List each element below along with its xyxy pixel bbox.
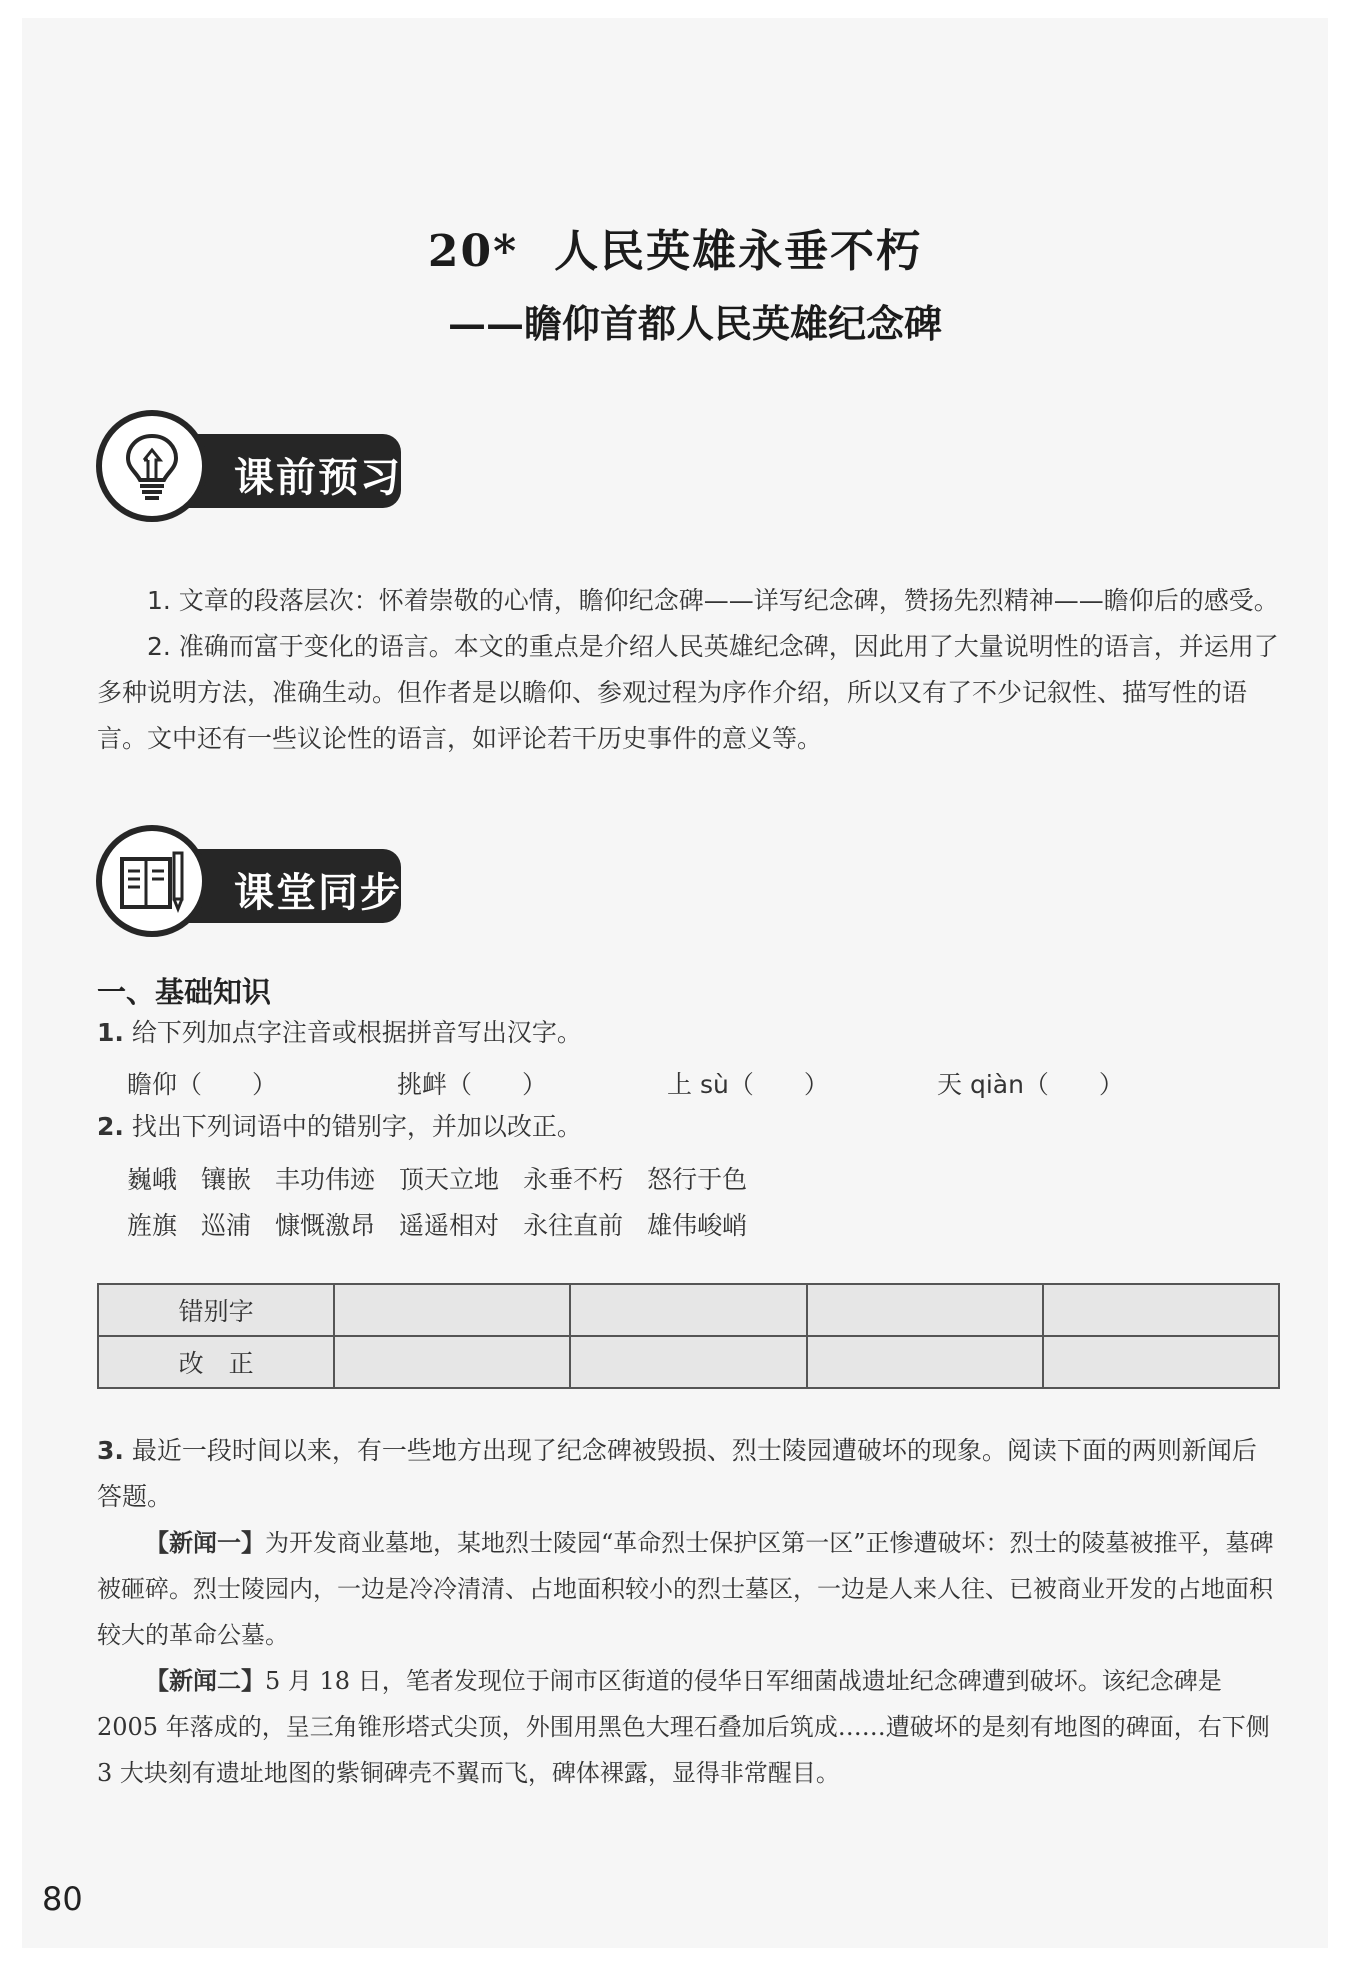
question-1-number: 1. <box>97 1018 124 1047</box>
word: 永往直前 <box>523 1211 624 1240</box>
question-2-text: 找出下列词语中的错别字，并加以改正。 <box>131 1112 582 1141</box>
news-2 <box>97 1658 1280 1796</box>
word: 顶天立地 <box>399 1165 500 1194</box>
question-3 <box>97 1428 1280 1520</box>
answer-cell[interactable] <box>1043 1336 1279 1388</box>
q1-item-1: 瞻仰（ ） <box>127 1070 278 1099</box>
word: 怒行于色 <box>647 1165 748 1194</box>
question-2 <box>97 1104 582 1150</box>
q2-word-row-1 <box>127 1160 771 1196</box>
book-pencil-icon <box>118 845 188 917</box>
word: 慷慨激昂 <box>275 1211 376 1240</box>
word: 雄伟峻峭 <box>647 1211 748 1240</box>
news-1-tag: 【新闻一】 <box>145 1529 265 1557</box>
word: 丰功伟迹 <box>275 1165 376 1194</box>
news-2-text: 5 月 18 日，笔者发现位于闹市区街道的侵华日军细菌战遗址纪念碑遭到破坏。该纪念碑是 2005 年落成的，呈三角锥形塔式尖顶，外围用黑色大理石叠加后筑成……遭破坏的是刻有地图的碑面，右下侧 3 大块刻有遗址地图的紫铜碑壳不翼而飞，碑体裸露，显得非常醒目。 <box>97 1667 1270 1787</box>
preview-badge <box>96 410 416 534</box>
preview-badge-circle <box>96 410 208 522</box>
news-2-tag: 【新闻二】 <box>145 1667 265 1695</box>
classroom-badge-label: 课堂同步 <box>234 870 402 916</box>
lesson-title-main <box>0 215 1350 279</box>
preview-paragraph-2: 2. 准确而富于变化的语言。本文的重点是介绍人民英雄纪念碑，因此用了大量说明性的语言，并运用了多种说明方法，准确生动。但作者是以瞻仰、参观过程为序作介绍，所以又有了不少记叙性、描写性的语言。文中还有一些议论性的语言，如评论若干历史事件的意义等。 <box>97 632 1279 753</box>
word: 旌旗 <box>127 1211 178 1240</box>
word: 巡浦 <box>201 1211 252 1240</box>
question-3-number: 3. <box>97 1436 124 1465</box>
table-row <box>98 1284 1279 1336</box>
question-1 <box>97 1010 582 1056</box>
q2-word-row-2 <box>127 1206 771 1242</box>
lesson-title <box>0 215 1350 348</box>
lesson-subtitle: ——瞻仰首都人民英雄纪念碑 <box>447 301 942 346</box>
page-number: 80 <box>42 1880 83 1918</box>
lesson-title-text: 人民英雄永垂不朽 <box>554 226 923 277</box>
preview-badge-bar <box>176 434 401 508</box>
classroom-badge-circle <box>96 825 208 937</box>
correction-label: 改 正 <box>98 1336 334 1388</box>
preview-paragraph-1: 1. 文章的段落层次：怀着崇敬的心情，瞻仰纪念碑——详写纪念碑，赞扬先烈精神——瞻仰后的感受。 <box>147 586 1279 615</box>
word: 镶嵌 <box>201 1165 252 1194</box>
answer-cell[interactable] <box>570 1336 806 1388</box>
question-3-text: 最近一段时间以来，有一些地方出现了纪念碑被毁损、烈士陵园遭破坏的现象。阅读下面的两则新闻后答题。 <box>97 1436 1257 1511</box>
answer-cell[interactable] <box>807 1284 1043 1336</box>
question-2-number: 2. <box>97 1112 124 1141</box>
word: 遥遥相对 <box>399 1211 500 1240</box>
answer-cell[interactable] <box>570 1284 806 1336</box>
q1-item-2: 挑衅（ ） <box>397 1070 548 1099</box>
lightbulb-icon <box>118 430 186 502</box>
q1-item-3: 上 sù（ ） <box>667 1070 829 1099</box>
answer-cell[interactable] <box>807 1336 1043 1388</box>
classroom-badge-bar <box>176 849 401 923</box>
word: 永垂不朽 <box>523 1165 624 1194</box>
answer-cell[interactable] <box>334 1284 570 1336</box>
question-1-text: 给下列加点字注音或根据拼音写出汉字。 <box>131 1018 582 1047</box>
news-1-text: 为开发商业墓地，某地烈士陵园“革命烈士保护区第一区”正惨遭破坏：烈士的陵墓被推平，墓碑被砸碎。烈士陵园内，一边是冷冷清清、占地面积较小的烈士墓区，一边是人来人往、已被商业开发的占地面积较大的革命公墓。 <box>97 1529 1274 1649</box>
news-articles <box>97 1520 1280 1796</box>
word: 巍峨 <box>127 1165 178 1194</box>
answer-cell[interactable] <box>334 1336 570 1388</box>
section-basic-knowledge: 一、基础知识 <box>97 975 272 1009</box>
lesson-number: 20* <box>427 226 519 277</box>
preview-badge-label: 课前预习 <box>234 455 402 501</box>
classroom-badge <box>96 825 416 949</box>
preview-content <box>97 578 1280 762</box>
typo-label: 错别字 <box>98 1284 334 1336</box>
answer-cell[interactable] <box>1043 1284 1279 1336</box>
correction-table <box>97 1283 1280 1389</box>
q1-item-4: 天 qiàn（ ） <box>937 1070 1124 1099</box>
news-1 <box>97 1520 1280 1658</box>
table-row <box>98 1336 1279 1388</box>
